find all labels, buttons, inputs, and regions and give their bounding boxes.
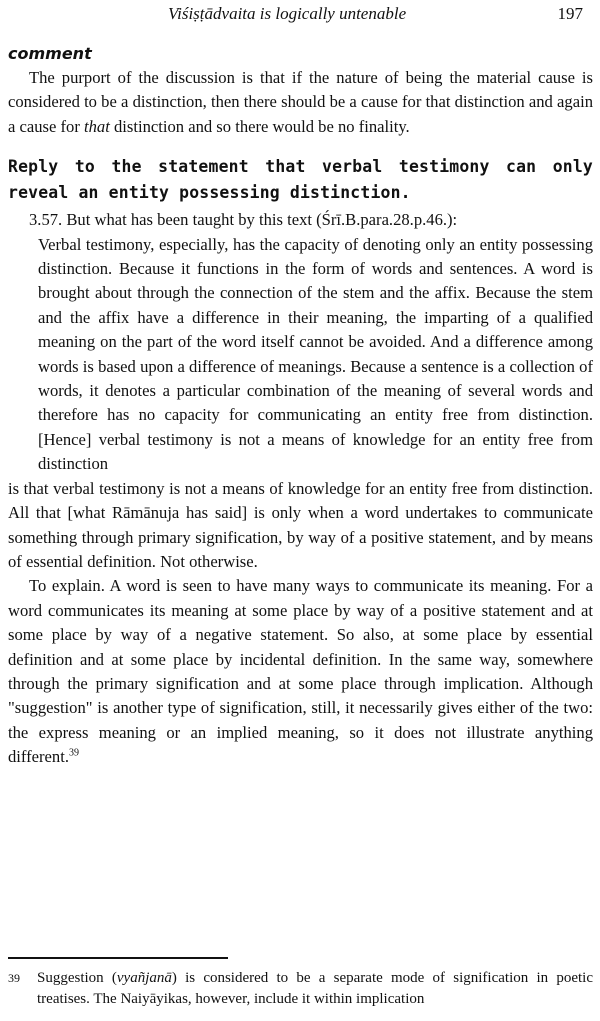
comment-text-after: distinction and so there would be no finality.	[109, 116, 410, 136]
explanation-text: To explain. A word is seen to have many ways to communicate its meaning. For a word communicates its meaning at some place by way of a positive statement and at some place by way of a negative statement. So also, at some place by essential definition and at some place by incidental definition. In the same way, somewhere through the primary signification and at some place through implication. Although "suggestion" is another type of signification, still, it necessarily gives either of the two: the express meaning or an implied meaning, so it does not illustrate anything different.	[8, 576, 593, 767]
quote-body: Verbal testimony, especially, has the capacity of denoting only an entity possessing distinction. Because it functions in the form of words and sentences. A word is brought about through the connection of the stem and the affix. Because the stem and the affix have a difference in their meaning, the imparting of a qualified meaning on the part of the word itself cannot be avoided. And a difference among words is based upon a difference of meanings. Because a sentence is a collection of words, it denotes a particular combination of the meaning of several words and therefore has no capacity for communicating an entity free from distinction. [Hence] verbal testimony is not a means of knowledge for an entity free from distinction	[38, 234, 593, 474]
footnote-text-after: ) is considered to be a separate mode of signification in poetic treatises. The Naiyāyikas, however, include it within implication	[37, 970, 593, 1007]
quoted-passage	[29, 208, 593, 476]
comment-paragraph	[8, 66, 593, 139]
footnote-text-before: Suggestion (	[37, 970, 117, 986]
running-title: Viśiṣṭādvaita is logically untenable	[168, 4, 407, 23]
footnote-reference: 39	[68, 747, 79, 759]
footnote-text	[37, 968, 593, 1010]
footnote-italic-term: vyañjanā	[116, 970, 172, 986]
continuation-paragraph: is that verbal testimony is not a means of knowledge for an entity free from distinction. All that [what Rāmānuja has said] is only when a word undertakes to communicate something through primary signification, by way of a positive statement, and by means of essential definition. Not otherwise.	[8, 478, 593, 571]
quote-intro-line: 3.57. But what has been taught by this text (Śrī.B.para.28.p.46.):	[29, 210, 458, 230]
comment-italic-word: that	[84, 116, 110, 136]
footnote-number: 39	[8, 971, 20, 985]
page-number: 197	[557, 4, 583, 23]
comment-text-before: The purport of the discussion is that if the nature of being the material cause is considered to be a distinction, then there should be a cause for that distinction and again a cause for	[8, 68, 593, 136]
explanation-paragraph	[8, 574, 593, 769]
section-heading: Reply to the statement that verbal testimony can only reveal an entity possessing distinction.	[8, 157, 593, 203]
page-body	[8, 42, 593, 770]
footnote-divider	[8, 957, 228, 959]
footnote	[8, 968, 593, 1010]
comment-label: comment	[8, 44, 92, 63]
